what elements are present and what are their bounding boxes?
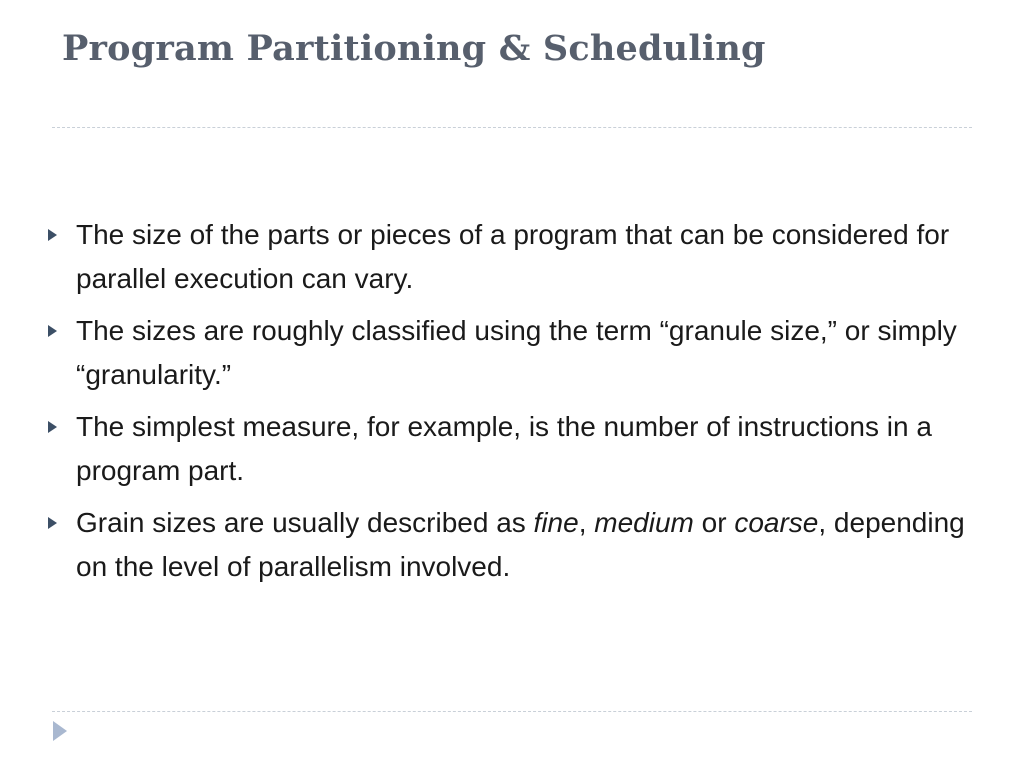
bottom-divider bbox=[52, 711, 972, 712]
bullet-text: The size of the parts or pieces of a program that can be considered for parallel execution can vary. bbox=[76, 219, 950, 294]
bullet-item-1 bbox=[44, 213, 994, 301]
term-fine: fine bbox=[533, 507, 579, 538]
bullet-item-3 bbox=[44, 405, 994, 493]
bullet-text-tail: , depending on the level of parallelism involved. bbox=[76, 507, 965, 582]
bullet-text: The sizes are roughly classified using the term “granule size,” or simply “granularity.” bbox=[76, 315, 957, 390]
bullet-triangle-icon bbox=[48, 229, 57, 241]
next-slide-triangle-icon[interactable] bbox=[53, 721, 67, 741]
bullet-item-4 bbox=[44, 501, 994, 589]
bullet-triangle-icon bbox=[48, 421, 57, 433]
bullet-text-separator: or bbox=[693, 507, 735, 538]
bullet-text-lead: Grain sizes are usually described as bbox=[76, 507, 534, 538]
bullet-text-separator: , bbox=[578, 507, 595, 538]
term-medium: medium bbox=[594, 507, 694, 538]
bullet-triangle-icon bbox=[48, 325, 57, 337]
bullet-text: The simplest measure, for example, is the number of instructions in a program part. bbox=[76, 411, 932, 486]
term-coarse: coarse bbox=[734, 507, 819, 538]
bullet-text bbox=[76, 507, 965, 582]
top-divider bbox=[52, 127, 972, 128]
bullet-list bbox=[44, 213, 994, 597]
bullet-triangle-icon bbox=[48, 517, 57, 529]
bullet-item-2 bbox=[44, 309, 994, 397]
slide-title: Program Partitioning & Scheduling bbox=[62, 28, 766, 69]
